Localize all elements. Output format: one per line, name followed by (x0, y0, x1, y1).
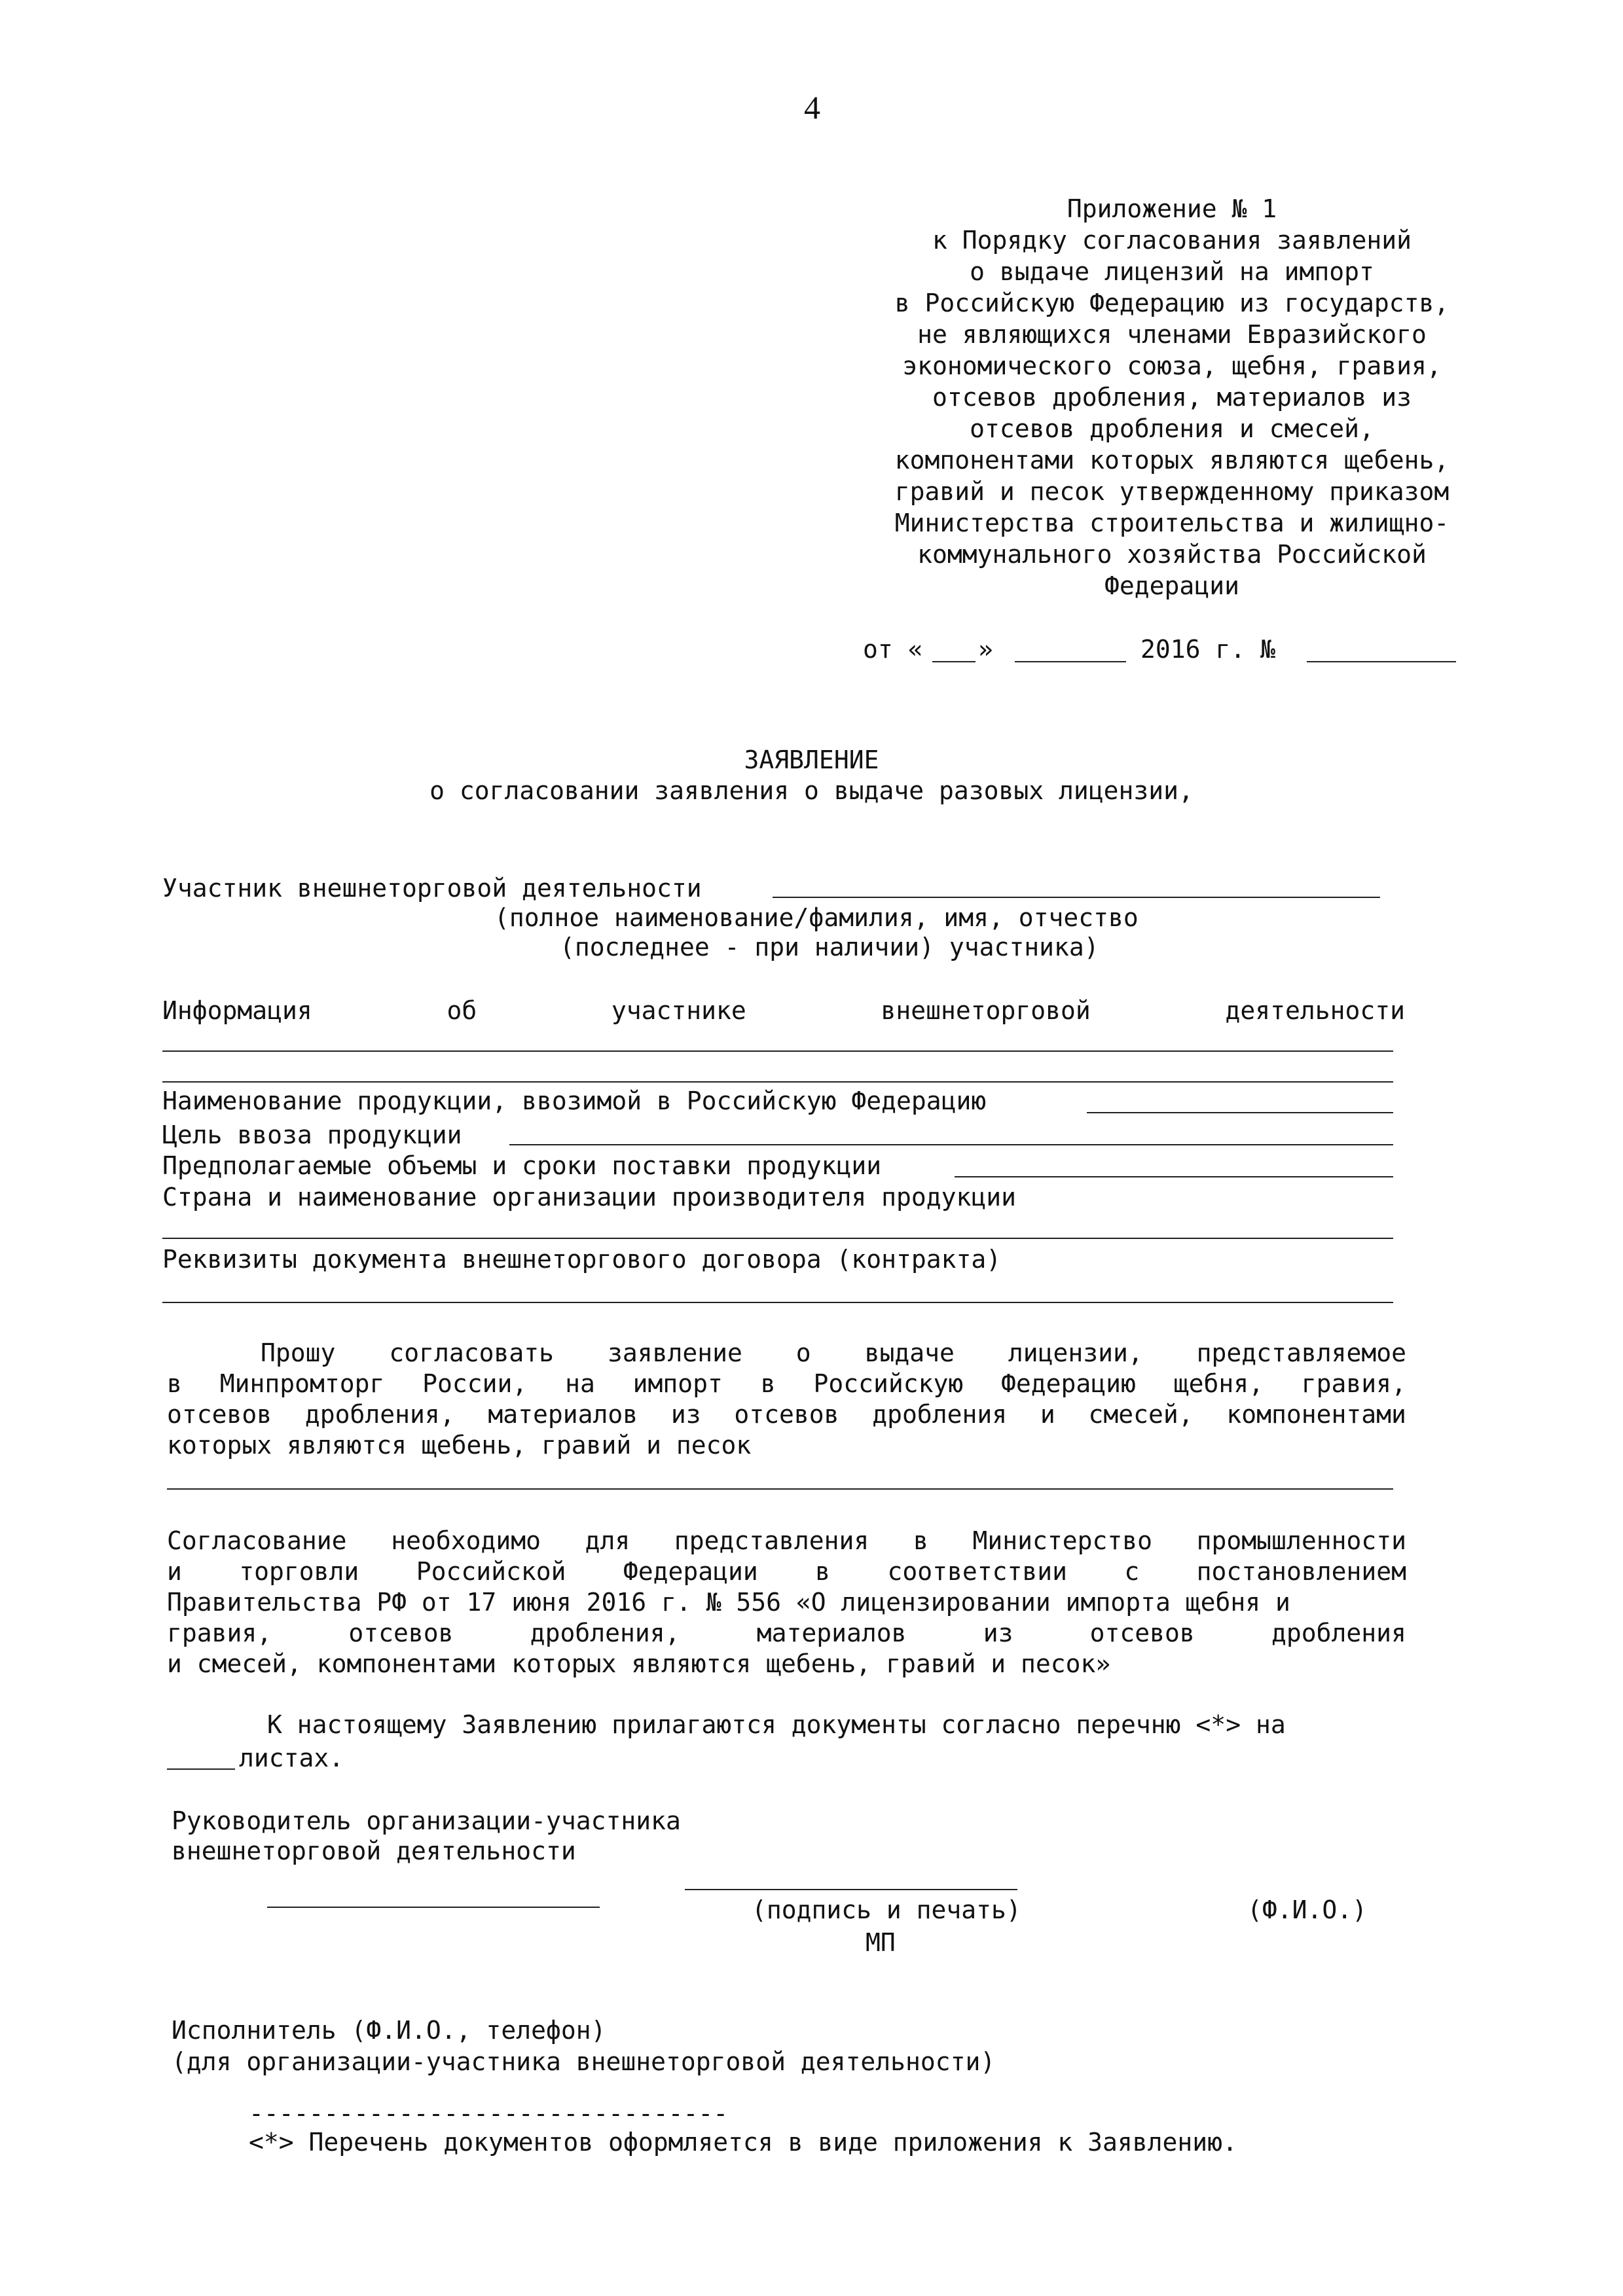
participant-blank[interactable] (773, 897, 1380, 898)
signature-head-2: внешнеторговой деятельности (172, 1837, 576, 1865)
footnote-separator: -------------------------------- (249, 2099, 729, 2128)
request-word: щебня, (1173, 1369, 1264, 1398)
document-subtitle: о согласовании заявления о выдаче разовых лицензии, (429, 776, 1194, 805)
attachments-line-2: листах. (239, 1744, 344, 1772)
request-word: смесей, (1088, 1400, 1194, 1429)
volumes-label: Предполагаемые объемы и сроки поставки продукции (162, 1151, 882, 1180)
agreement-word: отсевов (348, 1619, 454, 1647)
request-line-1 (261, 1337, 1406, 1369)
request-word: материалов (488, 1400, 638, 1429)
date-month-blank[interactable] (1015, 661, 1126, 662)
number-blank[interactable] (1307, 661, 1456, 662)
appendix-line: экономического союза, щебня, гравия, (902, 351, 1442, 380)
participant-hint-2: (последнее - при наличии) участника) (560, 933, 1099, 961)
signature-head-1: Руководитель организации-участника (172, 1806, 681, 1835)
request-word: выдаче (864, 1338, 955, 1367)
participant-hint-1: (полное наименование/фамилия, имя, отчество (494, 903, 1139, 932)
appendix-line: коммунального хозяйства Российской (917, 540, 1427, 569)
request-line-2 (167, 1368, 1406, 1399)
request-word: гравия, (1301, 1369, 1406, 1398)
agreement-word: постановлением (1196, 1557, 1406, 1586)
agreement-word: промышленности (1196, 1526, 1406, 1555)
agreement-line-2 (167, 1556, 1406, 1587)
request-word: из (670, 1400, 701, 1429)
appendix-line: Министерства строительства и жилищно- (894, 509, 1450, 537)
signature-blank[interactable] (685, 1889, 1017, 1890)
info-word: участнике (611, 996, 746, 1025)
request-word: в (760, 1369, 776, 1398)
agreement-word: в (913, 1526, 928, 1555)
agreement-word: материалов (756, 1619, 907, 1647)
date-prefix: от « (863, 635, 923, 664)
agreement-word: в (815, 1557, 831, 1586)
request-word: и (1040, 1400, 1055, 1429)
info-word: об (447, 996, 477, 1025)
request-word: согласовать (389, 1338, 554, 1367)
sheets-count-blank[interactable] (167, 1768, 235, 1770)
stamp-place-label: МП (866, 1928, 896, 1957)
request-word: отсевов (167, 1400, 272, 1429)
agreement-line-4 (167, 1617, 1406, 1649)
agreement-line-5: и смесей, компонентами которых являются щебень, гравий и песок» (167, 1649, 1111, 1678)
request-word: представляемое (1196, 1338, 1406, 1367)
date-year: 2016 г. № (1140, 635, 1275, 664)
agreement-word: Согласование (167, 1526, 347, 1555)
agreement-word: необходимо (391, 1526, 541, 1555)
agreement-word: дробления (1271, 1619, 1406, 1647)
attachments-line-1: К настоящему Заявлению прилагаются документы согласно перечню <*> на (267, 1710, 1286, 1739)
agreement-word: представления (674, 1526, 869, 1555)
appendix-line: гравий и песок утвержденному приказом (894, 477, 1450, 506)
contract-blank[interactable] (162, 1302, 1393, 1303)
page-number: 4 (804, 89, 820, 126)
appendix-line: отсевов дробления и смесей, (970, 414, 1374, 443)
agreement-word: торговли (239, 1557, 359, 1586)
info-word: Информация (162, 996, 312, 1025)
product-name-label: Наименование продукции, ввозимой в Российскую Федерацию (162, 1086, 987, 1115)
agreement-word: и (167, 1557, 182, 1586)
date-mid: » (978, 635, 993, 664)
agreement-word: Российской (416, 1557, 566, 1586)
appendix-line: к Порядку согласования заявлений (932, 226, 1412, 255)
fio-label: (Ф.И.О.) (1247, 1895, 1368, 1924)
appendix-line: в Российскую Федерацию из государств, (894, 289, 1450, 317)
agreement-word: с (1124, 1557, 1140, 1586)
appendix-line: Приложение № 1 (1067, 194, 1277, 223)
volumes-blank[interactable] (955, 1176, 1393, 1177)
request-word: о (795, 1338, 811, 1367)
request-word: Минпромторг (219, 1369, 385, 1398)
request-word: заявление (607, 1338, 742, 1367)
agreement-word: соответствии (887, 1557, 1067, 1586)
request-word: в (167, 1369, 182, 1398)
request-word: Прошу (261, 1338, 336, 1367)
import-goal-label: Цель ввоза продукции (162, 1121, 462, 1149)
agreement-line-3: Правительства РФ от 17 июня 2016 г. № 556 «О лицензировании импорта щебня и (167, 1588, 1290, 1617)
country-label: Страна и наименование организации производителя продукции (162, 1183, 1017, 1211)
request-word: Федерацию (1001, 1369, 1136, 1398)
executor-line-1: Исполнитель (Ф.И.О., телефон) (172, 2016, 606, 2045)
date-day-blank[interactable] (932, 661, 976, 662)
appendix-line: компонентами которых являются щебень, (894, 446, 1450, 475)
request-line-4: которых являются щебень, гравий и песок (167, 1431, 752, 1460)
agreement-line-1 (167, 1525, 1406, 1556)
appendix-line: отсевов дробления, материалов из (932, 383, 1412, 412)
agreement-word: отсевов (1089, 1619, 1195, 1647)
request-word: России, (422, 1369, 528, 1398)
agreement-word: из (983, 1619, 1013, 1647)
position-blank[interactable] (267, 1907, 600, 1908)
request-word: дробления (872, 1400, 1008, 1429)
country-blank[interactable] (162, 1238, 1393, 1239)
info-label (162, 995, 1405, 1026)
signature-label: (подпись и печать) (752, 1895, 1021, 1924)
participant-label: Участник внешнеторговой деятельности (162, 874, 702, 903)
agreement-word: гравия, (167, 1619, 272, 1647)
agreement-word: Министерство (972, 1526, 1153, 1555)
request-word: импорт (632, 1369, 723, 1398)
info-word: деятельности (1225, 996, 1405, 1025)
agreement-word: дробления, (530, 1619, 680, 1647)
footnote-text: <*> Перечень документов оформляется в виде приложения к Заявлению. (249, 2128, 1237, 2157)
import-goal-blank[interactable] (509, 1144, 1393, 1145)
request-word: лицензии, (1008, 1338, 1143, 1367)
request-word: отсевов (734, 1400, 839, 1429)
request-word: на (565, 1369, 595, 1398)
agreement-word: Федерации (623, 1557, 758, 1586)
appendix-header (851, 193, 1493, 601)
appendix-line: Федерации (1104, 571, 1239, 600)
request-word: дробления, (304, 1400, 455, 1429)
executor-line-2: (для организации-участника внешнеторговой деятельности) (172, 2047, 996, 2076)
request-word: Российскую (813, 1369, 964, 1398)
info-blank-1[interactable] (162, 1050, 1393, 1052)
request-blank[interactable] (167, 1488, 1393, 1490)
appendix-line: не являющихся членами Евразийского (917, 320, 1427, 349)
agreement-word: для (585, 1526, 630, 1555)
request-word: компонентами (1226, 1400, 1406, 1429)
info-blank-2[interactable] (162, 1081, 1393, 1083)
contract-label: Реквизиты документа внешнеторгового договора (контракта) (162, 1245, 1002, 1274)
info-word: внешнеторговой (881, 996, 1091, 1025)
request-line-3 (167, 1399, 1406, 1430)
product-name-blank[interactable] (1087, 1112, 1393, 1113)
appendix-line: о выдаче лицензий на импорт (970, 257, 1374, 286)
document-title: ЗАЯВЛЕНИЕ (744, 745, 879, 774)
